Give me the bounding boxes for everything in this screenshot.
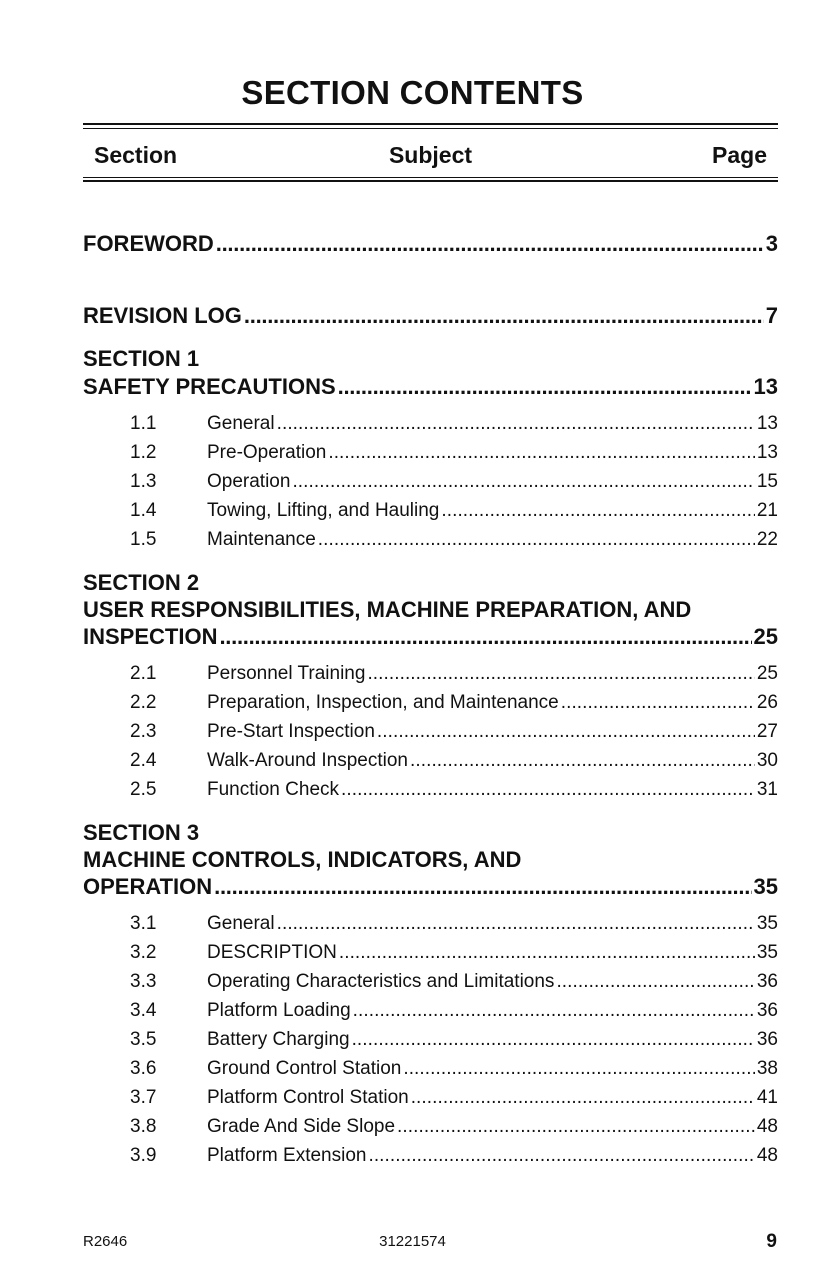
toc-entry-page: 13 [753,374,778,399]
toc-entry-page: 7 [765,303,778,328]
toc-item-page: 21 [756,500,778,521]
dot-leader [556,970,754,994]
header-section: Section [94,142,178,168]
toc-item-page: 25 [756,663,778,684]
dot-leader [377,720,755,744]
header-rule-top-1 [83,123,778,125]
toc-item-label: Walk-Around Inspection [207,750,409,771]
toc-entry-label: REVISION LOG [83,303,242,328]
toc-entry-page: 25 [753,624,778,649]
toc-item-page: 38 [756,1058,778,1079]
toc-entry-label: SAFETY PRECAUTIONS [83,374,336,399]
header-subject: Subject [388,142,473,168]
toc-item-page: 13 [756,413,778,434]
toc-item-number: 1.1 [130,413,157,434]
header-rule-top-2 [83,128,778,129]
toc-item-page: 36 [756,1000,778,1021]
toc-item-number: 3.2 [130,942,157,963]
toc-item-number: 3.8 [130,1116,157,1137]
toc-item-label: Battery Charging [207,1029,350,1050]
section-3-title-line-1: MACHINE CONTROLS, INDICATORS, AND [83,847,522,872]
header-rule-bottom-2 [83,180,778,182]
toc-item-page: 30 [756,750,778,771]
toc-item-number: 1.3 [130,471,157,492]
header-page: Page [712,142,767,168]
toc-section-2[interactable] [83,623,778,651]
toc-item-number: 2.5 [130,779,157,800]
toc-item-page: 15 [756,471,778,492]
dot-leader [292,470,754,494]
toc-item-3-2[interactable] [83,941,778,965]
toc-item-number: 2.2 [130,692,157,713]
toc-item-label: Personnel Training [207,663,366,684]
toc-item-number: 1.5 [130,529,157,550]
dot-leader [411,1086,755,1110]
toc-item-number: 3.6 [130,1058,157,1079]
toc-item-page: 36 [756,1029,778,1050]
dot-leader [328,441,755,465]
toc-section-3[interactable] [83,873,778,901]
toc-item-label: General [207,913,275,934]
dot-leader [341,778,755,802]
section-1-heading: SECTION 1 [83,346,200,371]
dot-leader [339,941,755,965]
toc-item-label: Maintenance [207,529,316,550]
toc-item-label: Pre-Start Inspection [207,721,375,742]
toc-item-label: Operation [207,471,291,492]
toc-entry-label: FOREWORD [83,231,214,256]
dot-leader [353,999,755,1023]
toc-item-page: 31 [756,779,778,800]
toc-item-number: 3.5 [130,1029,157,1050]
toc-item-1-2[interactable] [83,441,778,465]
toc-item-number: 1.4 [130,500,157,521]
toc-item-2-4[interactable] [83,749,778,773]
toc-foreword[interactable] [83,230,778,258]
dot-leader [318,528,755,552]
toc-item-2-2[interactable] [83,691,778,715]
toc-item-3-8[interactable] [83,1115,778,1139]
dot-leader [410,749,755,773]
toc-revision-log[interactable] [83,302,778,330]
dot-leader [367,662,754,686]
dot-leader [338,373,752,401]
toc-item-page: 48 [756,1145,778,1166]
toc-entry-label: OPERATION [83,874,213,899]
toc-item-number: 3.9 [130,1145,157,1166]
toc-item-label: Preparation, Inspection, and Maintenance [207,692,559,713]
toc-item-1-4[interactable] [83,499,778,523]
toc-item-3-5[interactable] [83,1028,778,1052]
toc-item-3-1[interactable] [83,912,778,936]
footer-page-number: 9 [766,1231,777,1252]
section-3-heading: SECTION 3 [83,820,200,845]
toc-item-number: 2.4 [130,750,157,771]
toc-item-page: 35 [756,942,778,963]
dot-leader [368,1144,754,1168]
toc-item-page: 22 [756,529,778,550]
toc-item-page: 36 [756,971,778,992]
dot-leader [277,912,755,936]
toc-item-3-9[interactable] [83,1144,778,1168]
toc-item-1-1[interactable] [83,412,778,436]
toc-item-2-5[interactable] [83,778,778,802]
toc-item-label: DESCRIPTION [207,942,337,963]
dot-leader [441,499,754,523]
toc-item-2-1[interactable] [83,662,778,686]
toc-item-number: 3.3 [130,971,157,992]
section-2-heading: SECTION 2 [83,570,200,595]
toc-item-label: Platform Loading [207,1000,351,1021]
toc-item-page: 48 [756,1116,778,1137]
dot-leader [216,230,764,258]
footer-part-number: 31221574 [379,1233,446,1250]
toc-item-number: 2.1 [130,663,157,684]
dot-leader [219,623,751,651]
toc-entry-label: INSPECTION [83,624,218,649]
toc-item-label: General [207,413,275,434]
column-header [83,142,778,172]
toc-item-label: Function Check [207,779,340,800]
dot-leader [277,412,755,436]
dot-leader [352,1028,755,1052]
section-2-title-line-1: USER RESPONSIBILITIES, MACHINE PREPARATION, AND [83,597,692,622]
toc-item-label: Platform Control Station [207,1087,409,1108]
toc-item-label: Grade And Side Slope [207,1116,396,1137]
page-title: SECTION CONTENTS [241,74,584,111]
toc-item-label: Operating Characteristics and Limitations [207,971,555,992]
toc-entry-page: 35 [753,874,778,899]
toc-item-number: 3.7 [130,1087,157,1108]
toc-item-number: 1.2 [130,442,157,463]
toc-item-number: 3.4 [130,1000,157,1021]
toc-item-number: 2.3 [130,721,157,742]
dot-leader [397,1115,755,1139]
toc-item-2-3[interactable] [83,720,778,744]
dot-leader [561,691,755,715]
toc-item-number: 3.1 [130,913,157,934]
toc-item-3-7[interactable] [83,1086,778,1110]
toc-item-3-3[interactable] [83,970,778,994]
header-rule-bottom-1 [83,177,778,178]
toc-section-1[interactable] [83,373,778,401]
toc-entry-page: 3 [765,231,778,256]
toc-item-page: 35 [756,913,778,934]
footer-doc-code: R2646 [83,1233,128,1250]
toc-item-label: Platform Extension [207,1145,367,1166]
toc-item-page: 26 [756,692,778,713]
toc-item-page: 13 [756,442,778,463]
dot-leader [214,873,751,901]
toc-item-1-5[interactable] [83,528,778,552]
toc-item-page: 41 [756,1087,778,1108]
dot-leader [403,1057,755,1081]
toc-item-label: Ground Control Station [207,1058,402,1079]
toc-item-3-6[interactable] [83,1057,778,1081]
toc-item-page: 27 [756,721,778,742]
toc-item-3-4[interactable] [83,999,778,1023]
toc-item-label: Towing, Lifting, and Hauling [207,500,440,521]
dot-leader [244,302,764,330]
toc-item-label: Pre-Operation [207,442,327,463]
toc-item-1-3[interactable] [83,470,778,494]
